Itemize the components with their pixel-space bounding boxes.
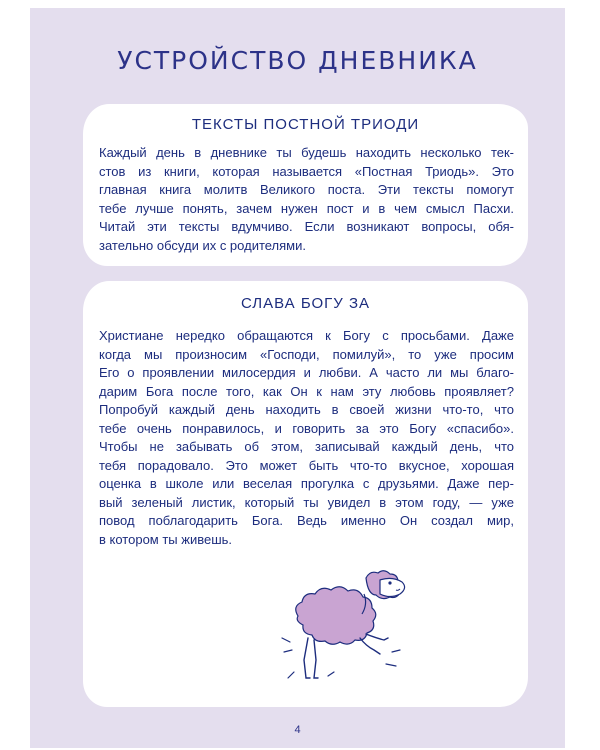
text-line: главная книга молитв Великого поста. Эти тексты помогут <box>99 182 514 197</box>
text-line: Его о проявлении милосердия и любви. А часто ли мы благо- <box>99 365 514 380</box>
text-line: вый зеленый листик, который ты увидел в этом году, — уже <box>99 494 514 510</box>
text-line: тебе лучше понять, зачем нужен пост и в чем смысл Пасхи. <box>99 200 514 216</box>
text-line: Чтобы не забывать об этом, записывай каждый день, что <box>99 439 514 454</box>
text-line: тебе очень понравилось, и говорить за это Богу «спасибо». <box>99 420 514 436</box>
text-line: повод поблагодарить Бога. Ведь именно Он создал мир, <box>99 513 514 528</box>
text-line: стов из книги, которая называется «Постная Триодь». Это <box>99 163 514 179</box>
section-card-triodion <box>83 104 528 266</box>
text-line: дарим Бога после того, как Он к нам эту любовь проявляет? <box>99 383 514 399</box>
text-line: в котором ты живешь. <box>99 531 233 547</box>
section-title: ТЕКСТЫ ПОСТНОЙ ТРИОДИ <box>191 116 420 133</box>
text-line: Каждый день в дневнике ты будешь находить несколько тек- <box>99 145 514 160</box>
text-line: Христиане нередко обращаются к Богу с просьбами. Даже <box>99 328 514 343</box>
page <box>30 8 565 748</box>
sheep-illustration <box>268 564 418 692</box>
section-body <box>99 327 514 549</box>
text-line: оценка в школе или веселая прогулка с друзьями. Даже пер- <box>99 476 514 491</box>
page-title: УСТРОЙСТВО ДНЕВНИКА <box>117 46 478 75</box>
text-line: Попробуй каждый день находить в своей жизни что-то, что <box>99 402 514 417</box>
page-number: 4 <box>294 724 301 736</box>
section-body <box>99 144 514 255</box>
text-line: когда мы произносим «Господи, помилуй», то уже просим <box>99 346 514 362</box>
text-line: зательно обсуди их с родителями. <box>99 237 306 253</box>
section-title: СЛАВА БОГУ ЗА <box>240 295 371 312</box>
text-line: тебя порадовало. Это может быть что-то вкусное, хорошая <box>99 457 514 473</box>
text-line: Читай эти тексты вдумчиво. Если возникают вопросы, обя- <box>99 219 514 234</box>
